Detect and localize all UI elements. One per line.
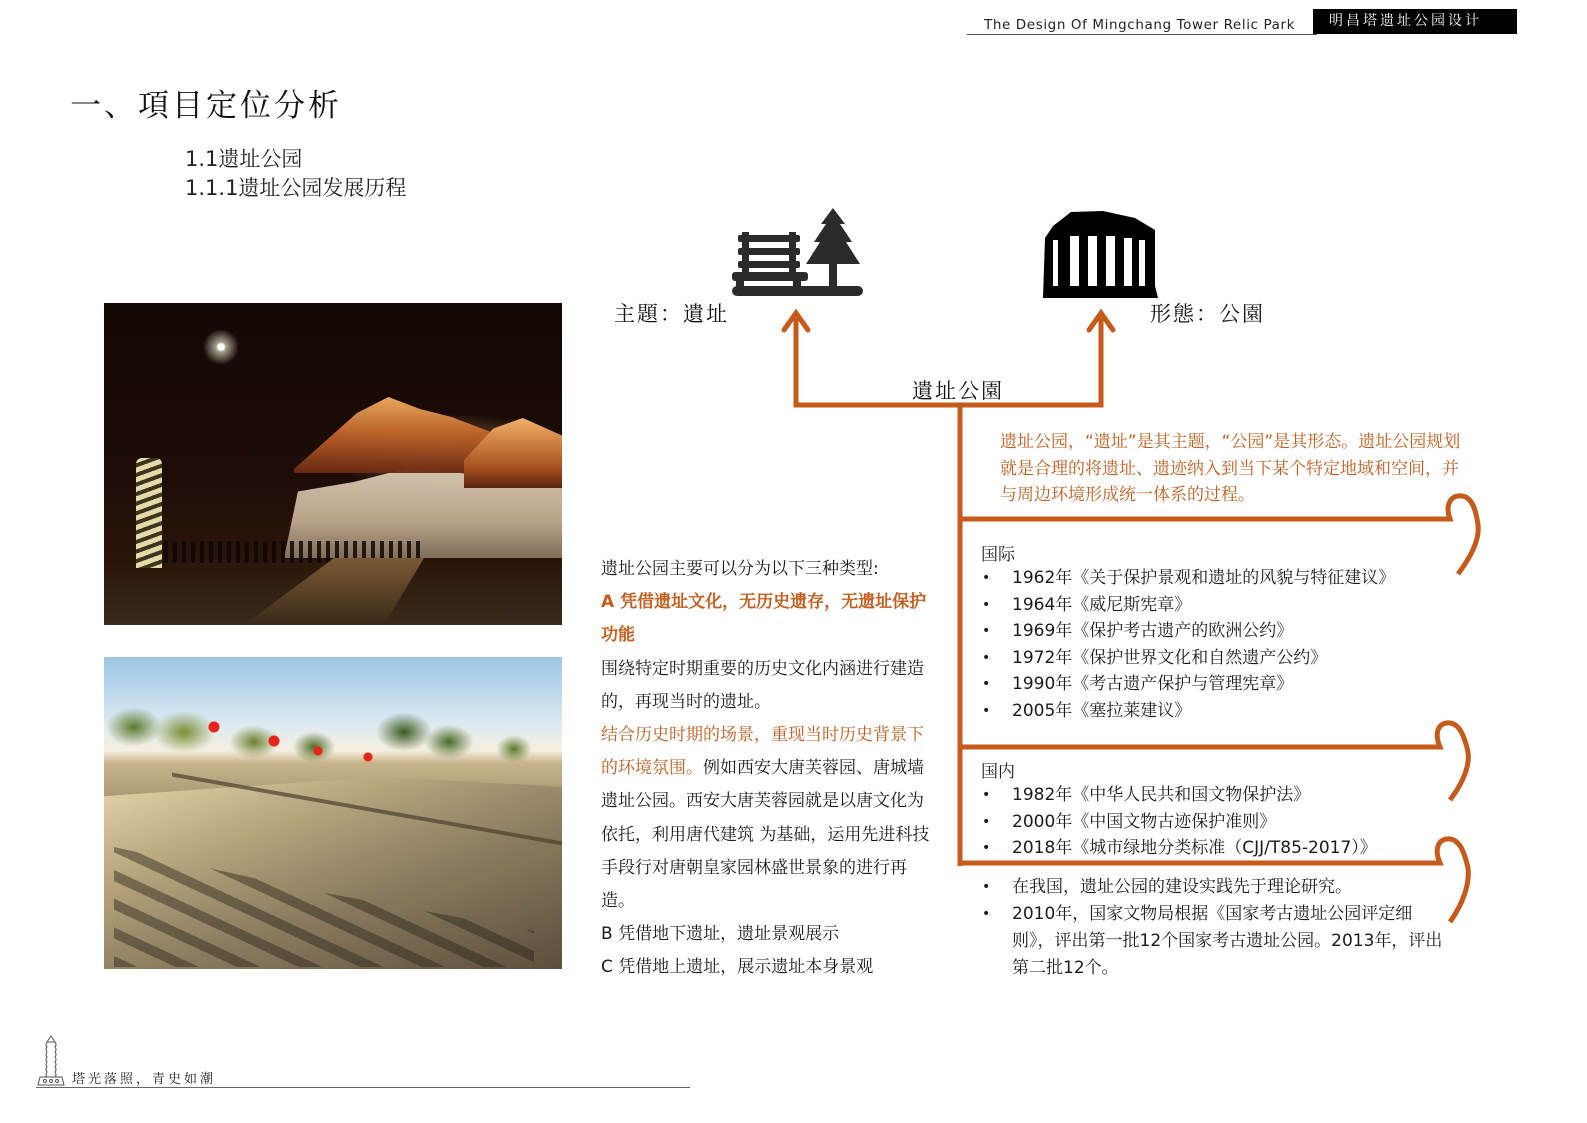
list-item: • 2010年，国家文物局根据《国家考古遗址公园评定细则》，评出第一批12个国家考古遗址公园。2013年，评出第二批12个。 — [982, 901, 1452, 982]
illuminated-tower — [136, 458, 162, 568]
list-item: • 1990年《考古遗产保护与管理宪章》 — [982, 671, 1395, 698]
theme-label: 主題：遺址 — [614, 302, 729, 326]
bench-tree-icon — [732, 208, 864, 298]
type-a-description: 围绕特定时期重要的历史文化内涵进行建造的，再现当时的遗址。 — [601, 658, 924, 712]
china-notes-list — [982, 874, 1452, 982]
list-item: • 1982年《中华人民共和国文物保护法》 — [982, 782, 1377, 809]
temple-columns-icon — [1043, 208, 1159, 300]
type-c: C 凭借地上遗址，展示遗址本身景观 — [601, 957, 874, 978]
list-item: • 1964年《威尼斯宪章》 — [982, 592, 1395, 619]
relic-park-definition: 遗址公园，“遗址”是其主题，“公园”是其形态。遗址公园规划就是合理的将遗址、遗迹纳入到当下某个特定地域和空间，并与周边环境形成统一体系的过程。 — [1000, 432, 1461, 505]
list-item: • 2018年《城市绿地分类标准（CJJ/T85-2017）》 — [982, 835, 1377, 862]
domestic-heading: 国内 — [981, 762, 1015, 782]
types-intro: 遗址公园主要可以分为以下三种类型: — [601, 559, 879, 579]
relic-park-types — [601, 553, 933, 985]
international-list — [982, 565, 1395, 725]
pagoda-icon — [36, 1035, 66, 1087]
relic-park-label: 遺址公園 — [912, 379, 1004, 403]
footer-slogan: 塔光落照，青史如潮 — [72, 1072, 217, 1087]
type-a-highlight: 结合历史时期的场景，重现当时历史背景下的环境氛围。 — [601, 725, 924, 779]
international-heading: 国际 — [981, 545, 1015, 565]
page-title: 一、項目定位分析 — [70, 88, 342, 124]
domestic-list — [982, 782, 1377, 862]
list-item: • 2005年《塞拉莱建议》 — [982, 698, 1395, 725]
type-b: B 凭借地下遗址，遗址景观展示 — [601, 924, 840, 945]
header-underline — [967, 34, 1317, 35]
form-label: 形態：公園 — [1150, 302, 1265, 326]
walkway — [244, 558, 444, 625]
list-item: • 1962年《关于保护景观和遗址的风貌与特征建议》 — [982, 565, 1395, 592]
list-item: • 2000年《中国文物古迹保护准则》 — [982, 809, 1377, 836]
list-item: • 在我国，遗址公园的建设实践先于理论研究。 — [982, 874, 1452, 901]
type-a-example: 例如西安大唐芙蓉园、唐城墙遗址公园。西安大唐芙蓉园就是以唐文化为依托，利用唐代建筑 为基础，运用先进科技手段行对唐朝皇家园林盛世景象的进行再造。 — [601, 758, 930, 912]
header-chinese-title: 明昌塔遗址公园设计 — [1313, 9, 1517, 34]
footer-underline — [36, 1087, 690, 1088]
relic-map-plaza-photo — [104, 657, 562, 969]
section-title: 1.1遗址公园 — [185, 147, 303, 171]
subsection-title: 1.1.1遗址公园发展历程 — [185, 176, 407, 200]
list-item: • 1969年《保护考古遗产的欧洲公约》 — [982, 618, 1395, 645]
header-english-title: The Design Of Mingchang Tower Relic Park — [984, 17, 1296, 33]
type-a-title: A 凭借遗址文化，无历史遗存，无遗址保护功能 — [601, 592, 927, 646]
red-lanterns — [104, 719, 562, 769]
list-item: • 1972年《保护世界文化和自然遗产公约》 — [982, 645, 1395, 672]
night-palace-photo — [104, 303, 562, 625]
